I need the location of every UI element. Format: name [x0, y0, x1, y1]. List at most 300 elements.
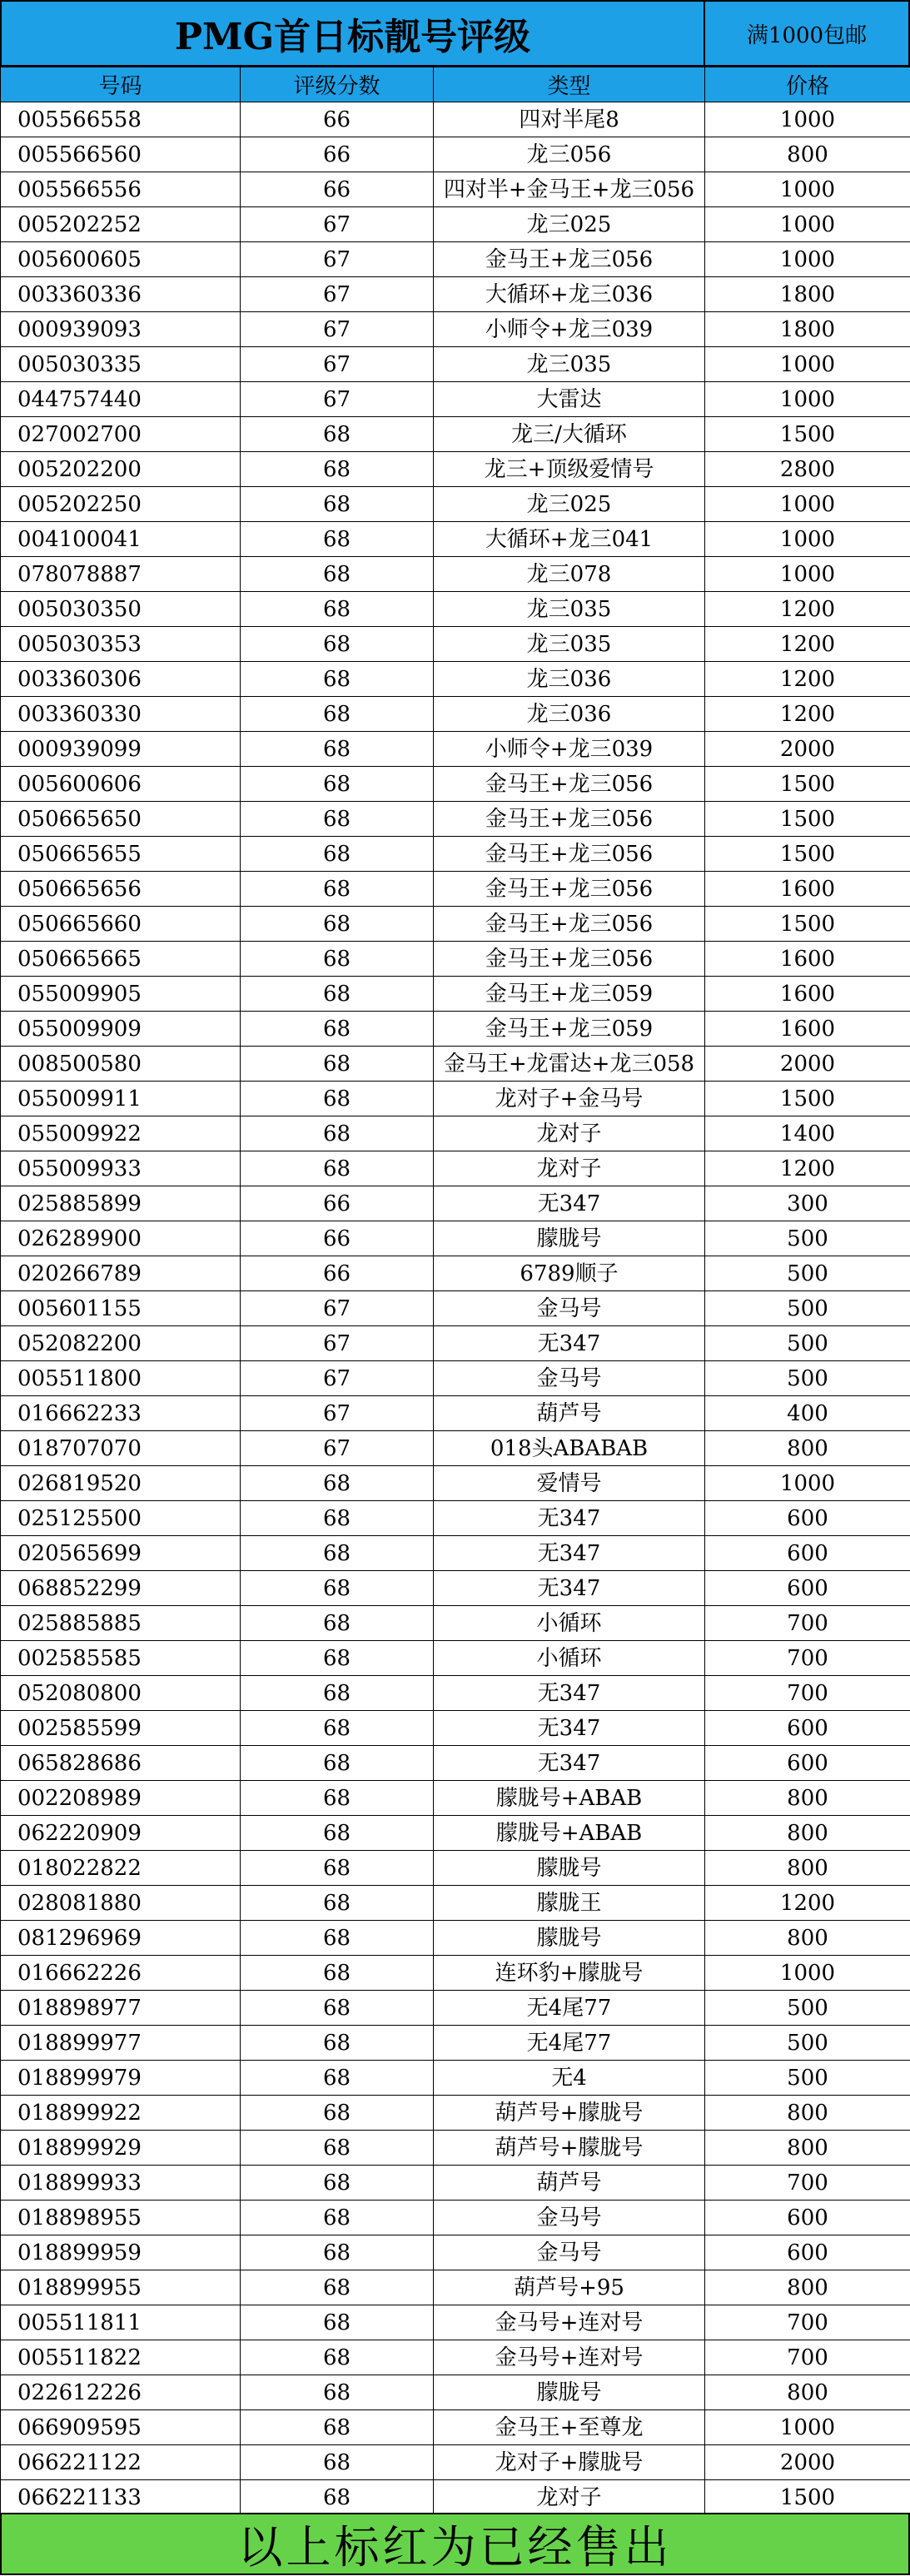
cell-score: 68: [241, 837, 434, 872]
table-row: [1, 1186, 910, 1221]
cell-type: 龙三036: [434, 697, 705, 732]
cell-number: 066221133: [1, 2480, 241, 2515]
cell-score: 66: [241, 1256, 434, 1291]
cell-type: 爱情号: [434, 1466, 705, 1501]
table-row: [1, 802, 910, 837]
cell-number: 018899959: [1, 2235, 241, 2270]
cell-number: 081296969: [1, 1921, 241, 1956]
table-row: [1, 242, 910, 277]
table-row: [1, 1466, 910, 1501]
cell-number: 005600606: [1, 767, 241, 802]
cell-type: 龙三035: [434, 627, 705, 662]
table-row: [1, 1536, 910, 1571]
cell-type: 龙三/大循环: [434, 417, 705, 452]
table-row: [1, 2375, 910, 2410]
cell-type: 小师令+龙三039: [434, 732, 705, 767]
table-row: [1, 172, 910, 207]
cell-number: 066221122: [1, 2445, 241, 2480]
cell-number: 005600605: [1, 242, 241, 277]
cell-number: 005566558: [1, 102, 241, 137]
cell-type: 龙三025: [434, 487, 705, 522]
cell-number: 050665656: [1, 872, 241, 907]
cell-type: 四对半尾8: [434, 102, 705, 137]
table-row: [1, 1676, 910, 1711]
cell-price: 1000: [705, 2410, 910, 2445]
cell-score: 68: [241, 2131, 434, 2166]
table-row: [1, 417, 910, 452]
cell-number: 068852299: [1, 1571, 241, 1606]
table-row: [1, 1886, 910, 1921]
cell-score: 68: [241, 592, 434, 627]
table-row: [1, 1606, 910, 1641]
cell-price: 1200: [705, 627, 910, 662]
cell-score: 68: [241, 2305, 434, 2340]
cell-type: 无4尾77: [434, 2026, 705, 2061]
cell-price: 600: [705, 2201, 910, 2235]
cell-number: 005601155: [1, 1291, 241, 1326]
table-row: [1, 557, 910, 592]
cell-type: 金马王+龙三056: [434, 767, 705, 802]
cell-type: 金马王+龙三056: [434, 802, 705, 837]
table-row: [1, 1781, 910, 1816]
cell-number: 005030353: [1, 627, 241, 662]
cell-score: 68: [241, 732, 434, 767]
cell-type: 朦胧王: [434, 1886, 705, 1921]
table-row: [1, 452, 910, 487]
cell-price: 1500: [705, 837, 910, 872]
cell-number: 004100041: [1, 522, 241, 557]
cell-type: 朦胧号: [434, 2375, 705, 2410]
cell-number: 050665655: [1, 837, 241, 872]
cell-score: 68: [241, 1501, 434, 1536]
cell-type: 无347: [434, 1501, 705, 1536]
cell-type: 无347: [434, 1326, 705, 1361]
table-row: [1, 627, 910, 662]
table-row: [1, 382, 910, 417]
cell-price: 1600: [705, 977, 910, 1012]
cell-price: 1000: [705, 172, 910, 207]
table-row: [1, 697, 910, 732]
table-row: [1, 312, 910, 347]
cell-price: 1000: [705, 1956, 910, 1991]
table-row: [1, 102, 910, 137]
table-row: [1, 137, 910, 172]
table-row: [1, 907, 910, 942]
cell-score: 68: [241, 627, 434, 662]
column-header-type: 类型: [434, 67, 705, 102]
cell-type: 金马王+龙三056: [434, 242, 705, 277]
table-row: [1, 2235, 910, 2270]
cell-type: 龙对子: [434, 2480, 705, 2515]
cell-score: 68: [241, 662, 434, 697]
cell-score: 68: [241, 767, 434, 802]
cell-score: 67: [241, 277, 434, 312]
cell-type: 龙对子+朦胧号: [434, 2445, 705, 2480]
table-row: [1, 2445, 910, 2480]
cell-price: 600: [705, 1571, 910, 1606]
cell-score: 68: [241, 452, 434, 487]
cell-number: 055009905: [1, 977, 241, 1012]
cell-type: 金马号: [434, 2201, 705, 2235]
cell-number: 062220909: [1, 1816, 241, 1851]
cell-type: 小循环: [434, 1606, 705, 1641]
cell-price: 700: [705, 2340, 910, 2375]
cell-type: 金马王+至尊龙: [434, 2410, 705, 2445]
table-row: [1, 2096, 910, 2131]
cell-type: 无347: [434, 1746, 705, 1781]
cell-type: 金马号: [434, 1291, 705, 1326]
cell-number: 018898955: [1, 2201, 241, 2235]
table-row: [1, 662, 910, 697]
table-row: [1, 2305, 910, 2340]
cell-number: 044757440: [1, 382, 241, 417]
cell-price: 500: [705, 2061, 910, 2096]
cell-type: 葫芦号+95: [434, 2270, 705, 2305]
cell-number: 055009911: [1, 1082, 241, 1116]
cell-price: 1200: [705, 662, 910, 697]
table-row: [1, 977, 910, 1012]
cell-price: 500: [705, 1291, 910, 1326]
cell-price: 700: [705, 1606, 910, 1641]
cell-number: 020565699: [1, 1536, 241, 1571]
cell-price: 2000: [705, 1047, 910, 1082]
cell-type: 金马王+龙三056: [434, 837, 705, 872]
cell-price: 600: [705, 1711, 910, 1746]
cell-type: 葫芦号+朦胧号: [434, 2096, 705, 2131]
cell-score: 68: [241, 907, 434, 942]
cell-type: 小循环: [434, 1641, 705, 1676]
cell-type: 龙对子: [434, 1116, 705, 1151]
cell-type: 大循环+龙三041: [434, 522, 705, 557]
table-row: [1, 837, 910, 872]
cell-number: 055009909: [1, 1012, 241, 1047]
cell-score: 68: [241, 1012, 434, 1047]
cell-score: 67: [241, 312, 434, 347]
cell-score: 68: [241, 1571, 434, 1606]
cell-type: 无347: [434, 1571, 705, 1606]
number-table: [0, 67, 910, 2515]
cell-score: 68: [241, 1606, 434, 1641]
cell-number: 002208989: [1, 1781, 241, 1816]
cell-score: 68: [241, 2375, 434, 2410]
cell-price: 2000: [705, 732, 910, 767]
cell-price: 700: [705, 2305, 910, 2340]
cell-price: 800: [705, 137, 910, 172]
table-row: [1, 1221, 910, 1256]
cell-type: 6789顺子: [434, 1256, 705, 1291]
cell-type: 大雷达: [434, 382, 705, 417]
cell-type: 朦胧号+ABAB: [434, 1781, 705, 1816]
cell-number: 005511811: [1, 2305, 241, 2340]
cell-score: 68: [241, 942, 434, 977]
cell-score: 68: [241, 1921, 434, 1956]
cell-type: 朦胧号: [434, 1921, 705, 1956]
cell-number: 018899933: [1, 2166, 241, 2201]
table-row: [1, 1116, 910, 1151]
cell-score: 68: [241, 1047, 434, 1082]
cell-type: 四对半+金马王+龙三056: [434, 172, 705, 207]
cell-score: 68: [241, 1466, 434, 1501]
cell-price: 1500: [705, 1082, 910, 1116]
column-header-number: 号码: [1, 67, 241, 102]
cell-price: 500: [705, 1256, 910, 1291]
cell-score: 66: [241, 102, 434, 137]
cell-price: 700: [705, 1676, 910, 1711]
cell-type: 龙对子: [434, 1151, 705, 1186]
cell-score: 67: [241, 1396, 434, 1431]
cell-number: 055009933: [1, 1151, 241, 1186]
cell-type: 龙三035: [434, 592, 705, 627]
cell-type: 朦胧号: [434, 1221, 705, 1256]
cell-price: 700: [705, 1641, 910, 1676]
cell-type: 龙三+顶级爱情号: [434, 452, 705, 487]
cell-score: 68: [241, 2270, 434, 2305]
cell-number: 016662226: [1, 1956, 241, 1991]
shipping-note: 满1000包邮: [705, 2, 908, 65]
table-row: [1, 1291, 910, 1326]
cell-price: 1200: [705, 592, 910, 627]
cell-type: 龙三036: [434, 662, 705, 697]
cell-number: 018707070: [1, 1431, 241, 1466]
cell-number: 018899955: [1, 2270, 241, 2305]
cell-number: 020266789: [1, 1256, 241, 1291]
table-row: [1, 872, 910, 907]
cell-price: 800: [705, 1816, 910, 1851]
cell-score: 68: [241, 1641, 434, 1676]
cell-score: 66: [241, 1186, 434, 1221]
cell-score: 67: [241, 1361, 434, 1396]
cell-score: 67: [241, 242, 434, 277]
cell-number: 018899977: [1, 2026, 241, 2061]
cell-score: 68: [241, 487, 434, 522]
cell-price: 800: [705, 1781, 910, 1816]
cell-price: 1000: [705, 242, 910, 277]
cell-price: 800: [705, 2270, 910, 2305]
cell-price: 1500: [705, 802, 910, 837]
table-row: [1, 1956, 910, 1991]
cell-score: 68: [241, 802, 434, 837]
table-row: [1, 487, 910, 522]
cell-number: 002585585: [1, 1641, 241, 1676]
cell-price: 1000: [705, 382, 910, 417]
cell-number: 022612226: [1, 2375, 241, 2410]
cell-price: 500: [705, 1221, 910, 1256]
cell-score: 68: [241, 977, 434, 1012]
cell-price: 1500: [705, 417, 910, 452]
cell-score: 68: [241, 697, 434, 732]
cell-score: 68: [241, 1711, 434, 1746]
cell-price: 1200: [705, 697, 910, 732]
cell-number: 025885885: [1, 1606, 241, 1641]
cell-number: 003360330: [1, 697, 241, 732]
cell-number: 005511822: [1, 2340, 241, 2375]
cell-score: 68: [241, 2410, 434, 2445]
cell-number: 027002700: [1, 417, 241, 452]
cell-number: 003360336: [1, 277, 241, 312]
cell-score: 68: [241, 522, 434, 557]
cell-number: 005511800: [1, 1361, 241, 1396]
cell-score: 66: [241, 137, 434, 172]
cell-score: 68: [241, 1956, 434, 1991]
table-row: [1, 2166, 910, 2201]
cell-score: 68: [241, 1116, 434, 1151]
cell-number: 026819520: [1, 1466, 241, 1501]
cell-score: 68: [241, 1851, 434, 1886]
cell-type: 连环豹+朦胧号: [434, 1956, 705, 1991]
cell-number: 052080800: [1, 1676, 241, 1711]
cell-type: 金马王+龙雷达+龙三058: [434, 1047, 705, 1082]
table-row: [1, 1012, 910, 1047]
cell-price: 1600: [705, 942, 910, 977]
cell-number: 002585599: [1, 1711, 241, 1746]
cell-price: 1000: [705, 102, 910, 137]
cell-price: 1500: [705, 2480, 910, 2515]
cell-score: 68: [241, 1676, 434, 1711]
cell-score: 68: [241, 557, 434, 592]
cell-number: 005030350: [1, 592, 241, 627]
cell-type: 无347: [434, 1711, 705, 1746]
table-row: [1, 1082, 910, 1116]
table-row: [1, 1571, 910, 1606]
column-header-score: 评级分数: [241, 67, 434, 102]
column-header-price: 价格: [705, 67, 910, 102]
table-row: [1, 1151, 910, 1186]
cell-price: 1000: [705, 1466, 910, 1501]
table-header-row: [1, 67, 910, 102]
cell-price: 800: [705, 1851, 910, 1886]
table-row: [1, 1711, 910, 1746]
cell-score: 67: [241, 1431, 434, 1466]
cell-type: 金马王+龙三059: [434, 1012, 705, 1047]
cell-price: 600: [705, 1746, 910, 1781]
cell-price: 1000: [705, 522, 910, 557]
cell-price: 1500: [705, 907, 910, 942]
cell-type: 金马号+连对号: [434, 2305, 705, 2340]
cell-type: 金马王+龙三059: [434, 977, 705, 1012]
cell-score: 68: [241, 2096, 434, 2131]
cell-type: 无347: [434, 1536, 705, 1571]
cell-score: 67: [241, 347, 434, 382]
cell-number: 026289900: [1, 1221, 241, 1256]
cell-number: 005030335: [1, 347, 241, 382]
table-row: [1, 1396, 910, 1431]
table-row: [1, 1501, 910, 1536]
cell-type: 金马王+龙三056: [434, 942, 705, 977]
cell-number: 065828686: [1, 1746, 241, 1781]
cell-score: 67: [241, 207, 434, 242]
cell-type: 金马号: [434, 1361, 705, 1396]
cell-price: 800: [705, 2131, 910, 2166]
table-row: [1, 732, 910, 767]
table-row: [1, 2131, 910, 2166]
cell-number: 005202250: [1, 487, 241, 522]
cell-type: 金马王+龙三056: [434, 907, 705, 942]
title-banner: [0, 0, 910, 67]
cell-score: 68: [241, 872, 434, 907]
cell-number: 000939099: [1, 732, 241, 767]
cell-type: 龙三035: [434, 347, 705, 382]
table-row: [1, 942, 910, 977]
cell-score: 66: [241, 1221, 434, 1256]
cell-number: 018899979: [1, 2061, 241, 2096]
cell-price: 1200: [705, 1151, 910, 1186]
cell-score: 68: [241, 2026, 434, 2061]
cell-price: 1000: [705, 557, 910, 592]
cell-number: 005202200: [1, 452, 241, 487]
cell-type: 龙对子+金马号: [434, 1082, 705, 1116]
table-row: [1, 592, 910, 627]
table-row: [1, 1256, 910, 1291]
cell-type: 龙三025: [434, 207, 705, 242]
cell-price: 600: [705, 1536, 910, 1571]
table-row: [1, 2480, 910, 2515]
cell-type: 金马王+龙三056: [434, 872, 705, 907]
cell-price: 400: [705, 1396, 910, 1431]
table-row: [1, 1641, 910, 1676]
table-row: [1, 1431, 910, 1466]
cell-price: 1200: [705, 1886, 910, 1921]
cell-score: 68: [241, 2166, 434, 2201]
cell-number: 005566560: [1, 137, 241, 172]
cell-price: 800: [705, 2375, 910, 2410]
cell-number: 052082200: [1, 1326, 241, 1361]
cell-score: 68: [241, 1781, 434, 1816]
cell-type: 无347: [434, 1186, 705, 1221]
table-row: [1, 2061, 910, 2096]
cell-type: 龙三078: [434, 557, 705, 592]
cell-price: 300: [705, 1186, 910, 1221]
table-row: [1, 522, 910, 557]
cell-price: 1000: [705, 207, 910, 242]
cell-number: 050665660: [1, 907, 241, 942]
sold-note-banner: 以上标红为已经售出: [0, 2513, 910, 2575]
cell-number: 018022822: [1, 1851, 241, 1886]
cell-price: 500: [705, 2026, 910, 2061]
cell-number: 028081880: [1, 1886, 241, 1921]
cell-type: 朦胧号+ABAB: [434, 1816, 705, 1851]
cell-type: 金马号+连对号: [434, 2340, 705, 2375]
cell-score: 68: [241, 417, 434, 452]
cell-number: 050665650: [1, 802, 241, 837]
table-row: [1, 207, 910, 242]
table-row: [1, 1361, 910, 1396]
cell-score: 68: [241, 1082, 434, 1116]
table-row: [1, 767, 910, 802]
table-row: [1, 1746, 910, 1781]
cell-price: 800: [705, 1921, 910, 1956]
table-row: [1, 1047, 910, 1082]
cell-score: 68: [241, 2235, 434, 2270]
cell-score: 68: [241, 2340, 434, 2375]
cell-price: 1800: [705, 277, 910, 312]
cell-score: 68: [241, 1816, 434, 1851]
table-row: [1, 1326, 910, 1361]
cell-type: 无4: [434, 2061, 705, 2096]
table-row: [1, 1816, 910, 1851]
page-title: PMG首日标靓号评级: [2, 2, 705, 65]
cell-type: 无347: [434, 1676, 705, 1711]
cell-number: 078078887: [1, 557, 241, 592]
table-row: [1, 2026, 910, 2061]
cell-price: 2800: [705, 452, 910, 487]
cell-number: 008500580: [1, 1047, 241, 1082]
cell-score: 68: [241, 1991, 434, 2026]
cell-score: 68: [241, 1536, 434, 1571]
cell-score: 67: [241, 1291, 434, 1326]
cell-type: 朦胧号: [434, 1851, 705, 1886]
cell-number: 016662233: [1, 1396, 241, 1431]
cell-price: 1600: [705, 1012, 910, 1047]
